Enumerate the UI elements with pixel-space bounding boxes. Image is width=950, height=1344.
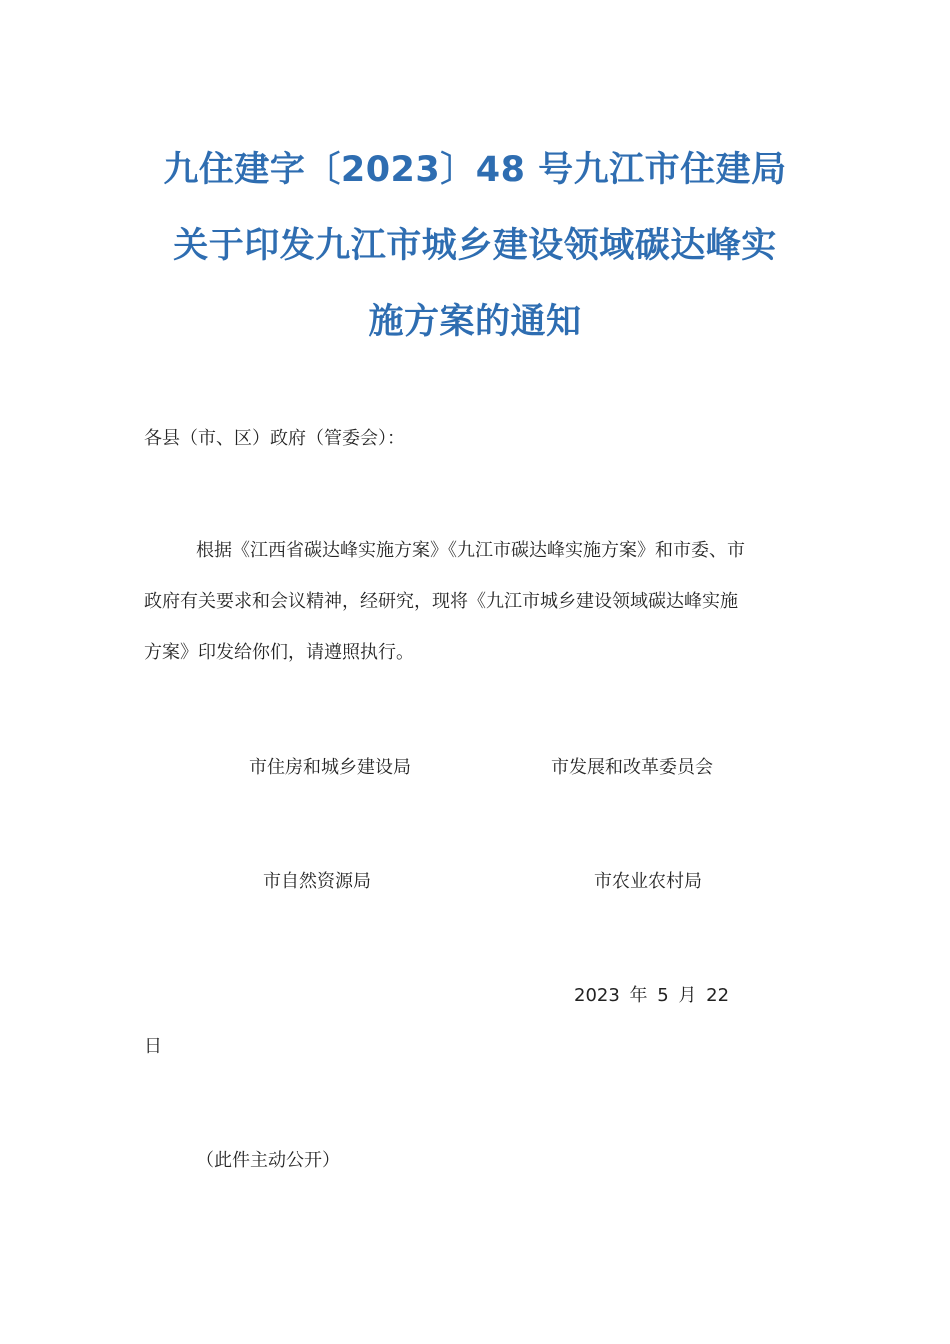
issue-date: 2023 年 5 月 22: [574, 985, 730, 1006]
signatory-housing-bureau: 市住房和城乡建设局: [249, 757, 411, 778]
issue-date-day: 日: [144, 1036, 162, 1057]
signatory-agriculture-bureau: 市农业农村局: [594, 871, 702, 892]
document-title: [130, 132, 820, 360]
body-line: 方案》印发给你们，请遵照执行。: [144, 642, 414, 663]
body-line: 政府有关要求和会议精神，经研究，现将《九江市城乡建设领域碳达峰实施: [144, 591, 738, 612]
title-line: 关于印发九江市城乡建设领域碳达峰实: [173, 226, 777, 266]
title-line: 九住建字〔2023〕48 号九江市住建局: [163, 150, 787, 190]
disclosure-note: （此件主动公开）: [196, 1150, 340, 1171]
body-paragraph: [144, 539, 824, 692]
signatory-development-commission: 市发展和改革委员会: [551, 757, 713, 778]
body-line: 根据《江西省碳达峰实施方案》《九江市碳达峰实施方案》和市委、市: [196, 540, 745, 561]
signatory-natural-resources-bureau: 市自然资源局: [263, 871, 371, 892]
salutation: 各县（市、区）政府（管委会）：: [144, 428, 405, 449]
title-line: 施方案的通知: [368, 302, 582, 342]
